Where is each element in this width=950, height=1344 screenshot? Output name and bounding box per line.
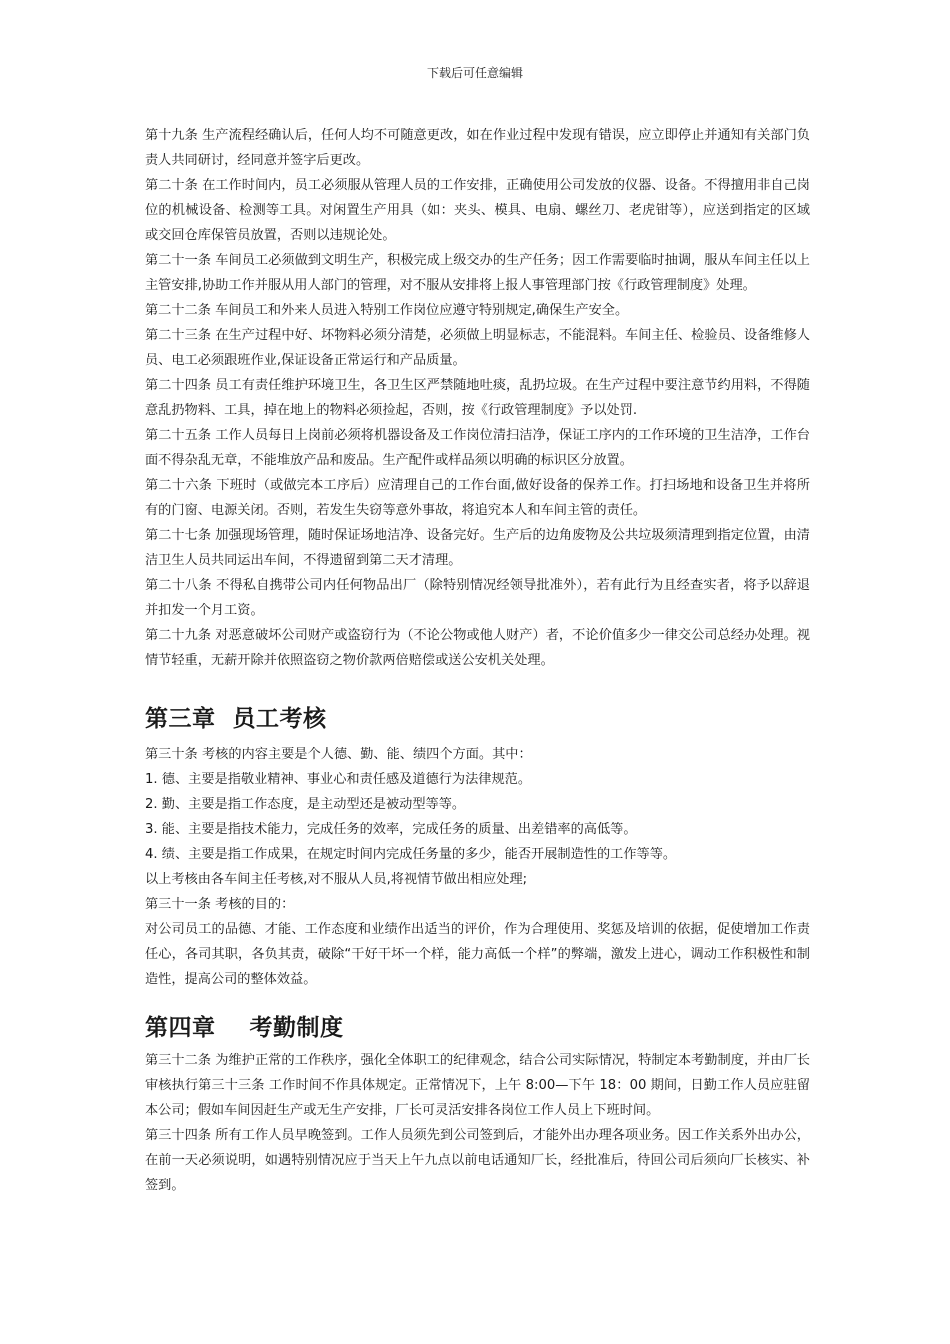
- list-item-4: 4. 绩、主要是指工作成果，在规定时间内完成任务量的多少，能否开展制造性的工作等等。: [145, 847, 677, 862]
- article-32-33: 第三十二条 为维护正常的工作秩序，强化全体职工的纪律观念，结合公司实际情况，特制定本考勤制度，并由厂长审核执行第三十三条 工作时间不作具体规定。正常情况下，上午 8:00—下午 18：00 期间，日勤工作人员应驻留本公司；假如车间因赶生产或无生产安排，厂长可灵活安排各岗位工作人员上下班时间。: [145, 1053, 810, 1118]
- list-item-3: 3. 能、主要是指技术能力，完成任务的效率，完成任务的质量、出差错率的高低等。: [145, 822, 637, 837]
- article-22: 第二十二条 车间员工和外来人员进入特别工作岗位应遵守特别规定,确保生产安全。: [145, 303, 629, 318]
- chapter-3-heading: 第三章 员工考核: [145, 706, 327, 732]
- article-30: 第三十条 考核的内容主要是个人德、勤、能、绩四个方面。其中：: [145, 747, 532, 762]
- assessment-note: 以上考核由各车间主任考核,对不服从人员,将视情节做出相应处理;: [145, 872, 528, 887]
- article-29: 第二十九条 对恶意破坏公司财产或盗窃行为（不论公物或他人财产）者，不论价值多少一律交公司总经办处理。视情节轻重，无薪开除并依照盗窃之物价款两倍赔偿或送公安机关处理。: [145, 628, 810, 668]
- article-31: 第三十一条 考核的目的：: [145, 897, 295, 912]
- article-19: 第十九条 生产流程经确认后，任何人均不可随意更改，如在作业过程中发现有错误，应立即停止并通知有关部门负责人共同研讨，经同意并签字后更改。: [145, 128, 810, 168]
- article-23: 第二十三条 在生产过程中好、坏物料必须分清楚，必须做上明显标志，不能混料。车间主任、检验员、设备维修人员、电工必须跟班作业,保证设备正常运行和产品质量。: [145, 328, 810, 368]
- article-20: 第二十条 在工作时间内，员工必须服从管理人员的工作安排，正确使用公司发放的仪器、设备。不得擅用非自己岗位的机械设备、检测等工具。对闲置生产用具（如：夹头、模具、电扇、螺丝刀、老虎钳等），应送到指定的区域或交回仓库保管员放置，否则以违规论处。: [145, 178, 810, 243]
- document-body: [145, 123, 810, 1198]
- article-25: 第二十五条 工作人员每日上岗前必须将机器设备及工作岗位清扫洁净，保证工序内的工作环境的卫生洁净，工作台面不得杂乱无章，不能堆放产品和废品。生产配件或样品须以明确的标识区分放置。: [145, 428, 810, 468]
- article-27: 第二十七条 加强现场管理，随时保证场地洁净、设备完好。生产后的边角废物及公共垃圾须清理到指定位置，由清洁卫生人员共同运出车间，不得遗留到第二天才清理。: [145, 528, 810, 568]
- article-24: 第二十四条 员工有责任维护环境卫生，各卫生区严禁随地吐痰，乱扔垃圾。在生产过程中要注意节约用料，不得随意乱扔物料、工具，掉在地上的物料必须捡起，否则，按《行政管理制度》予以处罚.: [145, 378, 810, 418]
- chapter-4-heading: 第四章 考勤制度: [145, 1015, 344, 1041]
- article-31-body: 对公司员工的品德、才能、工作态度和业绩作出适当的评价，作为合理使用、奖惩及培训的依据，促使增加工作责任心，各司其职，各负其责，破除“干好干坏一个样，能力高低一个样”的弊端，激发上进心，调动工作积极性和制造性，提高公司的整体效益。: [145, 922, 810, 987]
- page-header: 下载后可任意编辑: [426, 66, 523, 80]
- list-item-1: 1. 德、主要是指敬业精神、事业心和责任感及道德行为法律规范。: [145, 772, 532, 787]
- article-26: 第二十六条 下班时（或做完本工序后）应清理自己的工作台面,做好设备的保养工作。打扫场地和设备卫生并将所有的门窗、电源关闭。否则，若发生失窃等意外事故，将追究本人和车间主管的责任。: [145, 478, 810, 518]
- article-28: 第二十八条 不得私自携带公司内任何物品出厂（除特别情况经领导批准外），若有此行为且经查实者，将予以辞退并扣发一个月工资。: [145, 578, 810, 618]
- article-21: 第二十一条 车间员工必须做到文明生产，积极完成上级交办的生产任务；因工作需要临时抽调，服从车间主任以上主管安排,协助工作并服从用人部门的管理，对不服从安排将上报人事管理部门按《行政管理制度》处理。: [145, 253, 810, 293]
- article-34: 第三十四条 所有工作人员早晚签到。工作人员须先到公司签到后，才能外出办理各项业务。因工作关系外出办公，在前一天必须说明，如遇特别情况应于当天上午九点以前电话通知厂长，经批准后，待回公司后须向厂长核实、补签到。: [145, 1128, 810, 1193]
- list-item-2: 2. 勤、主要是指工作态度，是主动型还是被动型等等。: [145, 797, 466, 812]
